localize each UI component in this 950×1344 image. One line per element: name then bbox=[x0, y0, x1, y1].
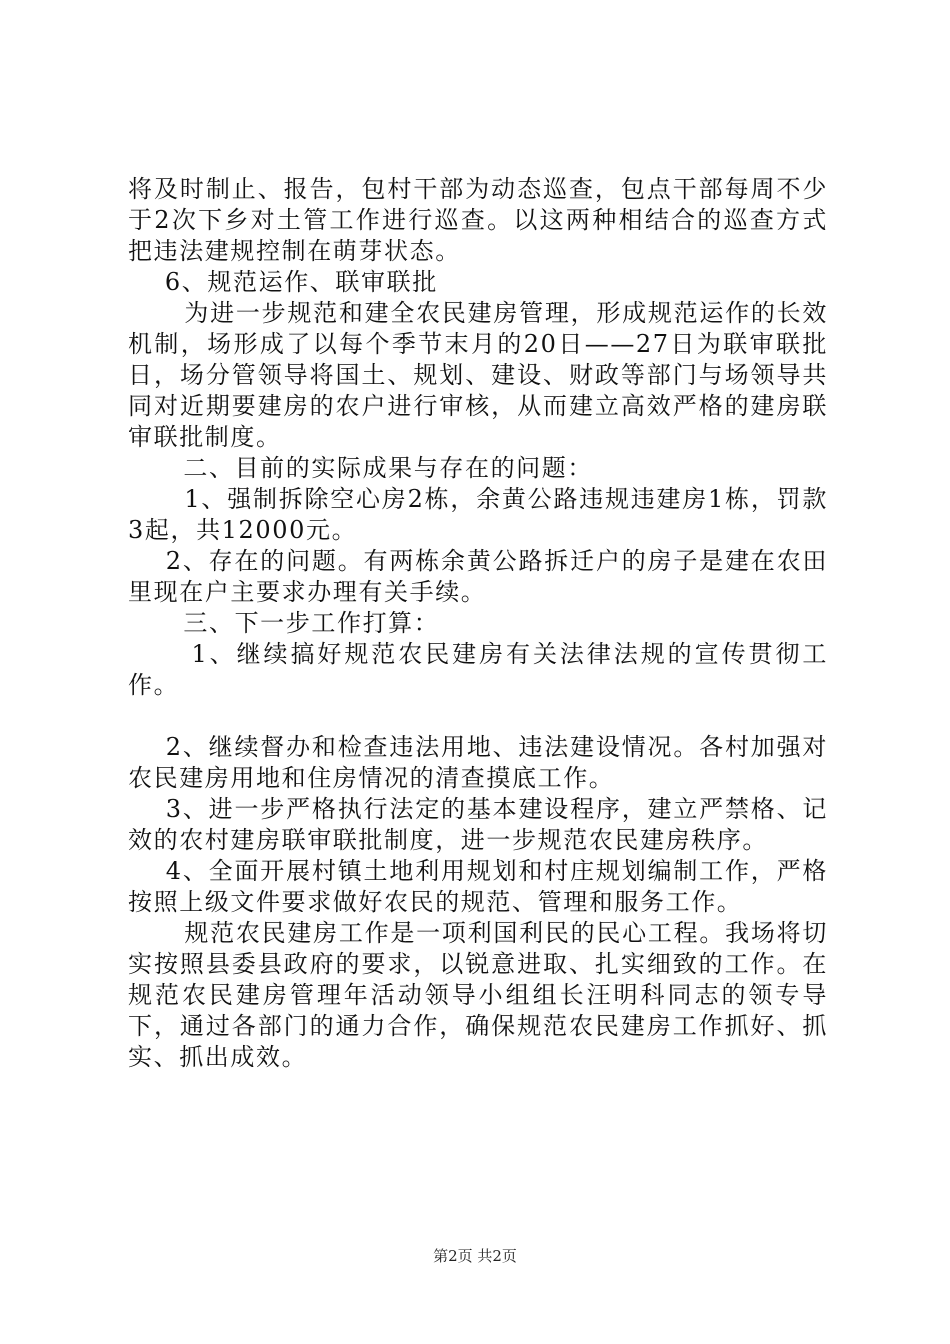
page-footer: 第2页 共2页 bbox=[433, 1247, 517, 1265]
paragraph-next-step-4: 4、全面开展村镇土地利用规划和村庄规划编制工作，严格按照上级文件要求做好农民的规范、管理和服务工作。 bbox=[128, 857, 828, 916]
paragraph-conclusion: 规范农民建房工作是一项利国利民的民心工程。我场将切实按照县委县政府的要求，以锐意进取、扎实细致的工作。在规范农民建房管理年活动领导小组组长汪明科同志的领专导下，通过各部门的通力合作，确保规范农民建房工作抓好、抓实、抓出成效。 bbox=[128, 919, 829, 1071]
paragraph-next-step-3: 3、进一步严格执行法定的基本建设程序，建立严禁格、记效的农村建房联审联批制度，进一步规范农民建房秩序。 bbox=[128, 795, 828, 854]
heading-results-problems: 二、目前的实际成果与存在的问题： bbox=[128, 454, 593, 482]
paragraph-next-step-2: 2、继续督办和检查违法用地、违法建设情况。各村加强对农民建房用地和住房情况的清查摸底工作。 bbox=[128, 733, 828, 792]
paragraph-next-step-1: 1、继续搞好规范农民建房有关法律法规的宣传贯彻工作。 bbox=[128, 640, 828, 699]
document-body bbox=[128, 174, 828, 1073]
paragraph-inspection-continued: 将及时制止、报告，包村干部为动态巡查，包点干部每周不少于2次下乡对土管工作进行巡查。以这两种相结合的巡查方式把违法建规控制在萌芽状态。 bbox=[128, 175, 828, 265]
heading-next-steps: 三、下一步工作打算： bbox=[128, 609, 440, 637]
blank-line bbox=[128, 701, 828, 732]
paragraph-result-demolition: 1、强制拆除空心房2栋，余黄公路违规违建房1栋，罚款3起，共12000元。 bbox=[128, 485, 828, 544]
paragraph-joint-review: 为进一步规范和建全农民建房管理，形成规范运作的长效机制，场形成了以每个季节末月的20日——27日为联审联批日，场分管领导将国土、规划、建设、财政等部门与场领导共同对近期要建房的农户进行审核，从而建立高效严格的建房联审联批制度。 bbox=[128, 299, 829, 451]
heading-joint-review: 6、规范运作、联审联批 bbox=[128, 268, 438, 296]
paragraph-existing-problems: 2、存在的问题。有两栋余黄公路拆迁户的房子是建在农田里现在户主要求办理有关手续。 bbox=[128, 547, 828, 606]
